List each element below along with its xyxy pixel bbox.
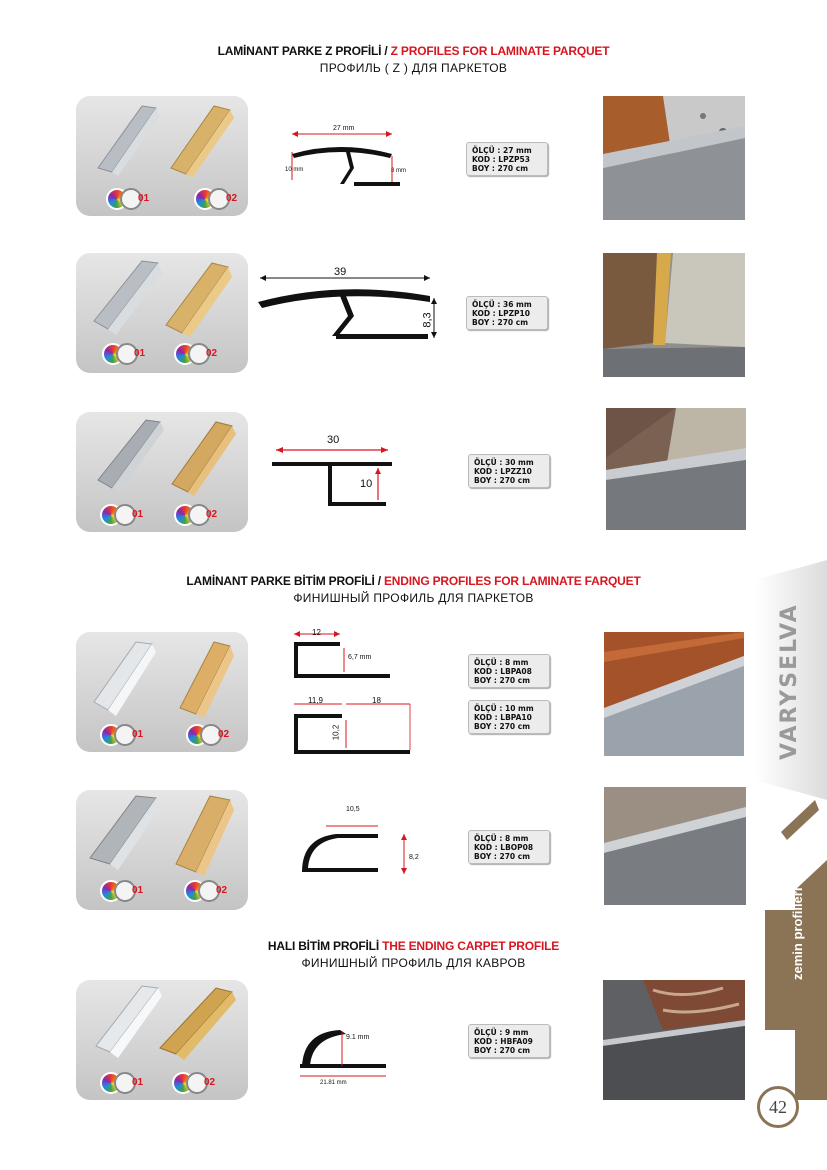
installation-photo	[603, 980, 745, 1100]
product-image-card	[76, 980, 248, 1100]
spec-boy: BOY : 270 cm	[474, 852, 531, 861]
technical-drawing	[286, 626, 396, 682]
section-heading-ending-profiles	[0, 574, 827, 605]
dimension-label: 10	[360, 478, 373, 490]
product-image-card	[76, 412, 248, 532]
color-swatch-02	[172, 1072, 224, 1094]
heading-subtitle: ПРОФИЛЬ ( Z ) ДЛЯ ПАРКЕТОВ	[319, 61, 508, 75]
product-image-card	[76, 790, 248, 910]
installation-photo	[604, 632, 744, 756]
spec-box	[466, 142, 548, 176]
spec-box	[468, 830, 550, 864]
spec-boy: BOY : 270 cm	[474, 722, 531, 731]
heading-black: LAMİNANT PARKE Z PROFİLİ /	[217, 44, 391, 58]
technical-drawing	[250, 266, 440, 346]
dimension-label: 39	[334, 266, 347, 278]
technical-drawing	[296, 814, 420, 880]
color-code: 02	[204, 1077, 216, 1088]
spec-kod: KOD : LPZZ10	[474, 467, 532, 476]
section-heading-z-profiles	[0, 44, 827, 75]
dimension-label: 27 mm	[333, 125, 355, 132]
spec-box	[468, 700, 550, 734]
technical-drawing	[286, 692, 416, 762]
color-swatch-01	[100, 724, 152, 746]
color-code: 02	[206, 348, 218, 359]
spec-boy: BOY : 270 cm	[474, 676, 531, 685]
product-image-card	[76, 253, 248, 373]
installation-photo	[606, 408, 746, 530]
installation-photo	[603, 96, 745, 220]
spec-olcu: ÖLÇÜ : 36 mm	[472, 300, 532, 309]
dimension-label: 18	[372, 696, 381, 705]
spec-kod: KOD : LBPA08	[474, 667, 532, 676]
spec-kod: KOD : LBOP08	[474, 843, 534, 852]
spec-olcu: ÖLÇÜ : 10 mm	[474, 704, 534, 713]
color-swatch-02	[184, 880, 236, 902]
technical-drawing	[290, 1016, 400, 1088]
color-code: 01	[132, 1077, 144, 1088]
color-swatch-01	[100, 1072, 152, 1094]
color-swatch-01	[100, 504, 152, 526]
product-image-card	[76, 632, 248, 752]
spec-box	[468, 1024, 550, 1058]
dimension-label: 11,9	[308, 696, 323, 705]
color-swatch-02	[186, 724, 238, 746]
dimension-label: 8,3	[421, 312, 434, 328]
color-code: 02	[218, 729, 230, 740]
spec-kod: KOD : LPZP10	[472, 309, 530, 318]
brand-name: VARYSELVA	[777, 603, 802, 761]
spec-olcu: ÖLÇÜ : 8 mm	[474, 834, 529, 843]
color-swatch-01	[100, 880, 152, 902]
heading-red: ENDING PROFILES FOR LAMINATE FARQUET	[384, 574, 641, 588]
color-swatch-02	[194, 188, 246, 210]
color-swatch-02	[174, 504, 226, 526]
dimension-label: 10 mm	[285, 167, 304, 173]
dimension-label: 8 mm	[391, 168, 406, 174]
spec-boy: BOY : 270 cm	[472, 318, 529, 327]
spec-box	[468, 454, 550, 488]
spec-olcu: ÖLÇÜ : 30 mm	[474, 458, 534, 467]
product-image-card	[76, 96, 248, 216]
color-code: 02	[226, 193, 238, 204]
dimension-label: 10,5	[346, 806, 360, 813]
color-swatch-01	[102, 343, 154, 365]
installation-photo	[604, 787, 746, 905]
dimension-label: 12	[312, 628, 321, 637]
technical-drawing	[266, 440, 406, 516]
color-code: 01	[138, 193, 150, 204]
spec-box	[466, 296, 548, 330]
spec-olcu: ÖLÇÜ : 8 mm	[474, 658, 529, 667]
heading-red: THE ENDING CARPET PROFILE	[382, 939, 560, 953]
dimension-label: 21.81 mm	[320, 1080, 347, 1086]
spec-kod: KOD : HBFA09	[474, 1037, 533, 1046]
spec-kod: KOD : LBPA10	[474, 713, 532, 722]
dimension-label: 10,2	[331, 724, 341, 741]
spec-kod: KOD : LPZP53	[472, 155, 530, 164]
spec-boy: BOY : 270 cm	[474, 1046, 531, 1055]
color-code: 01	[132, 885, 144, 896]
spec-boy: BOY : 270 cm	[474, 476, 531, 485]
dimension-label: 30	[327, 434, 340, 446]
category-label: zemin profilleri	[790, 887, 805, 980]
color-code: 01	[132, 509, 144, 520]
heading-black: HALI BİTİM PROFİLİ	[267, 939, 383, 953]
dimension-label: 8,2	[409, 854, 419, 861]
installation-photo	[603, 253, 745, 377]
color-code: 01	[134, 348, 146, 359]
dimension-label: 6,7 mm	[348, 654, 372, 661]
color-code: 01	[132, 729, 144, 740]
spec-olcu: ÖLÇÜ : 27 mm	[472, 146, 532, 155]
heading-red: Z PROFILES FOR LAMINATE PARQUET	[390, 44, 610, 58]
page-number: 42	[757, 1086, 799, 1128]
color-swatch-02	[174, 343, 226, 365]
dimension-label: 9.1 mm	[346, 1034, 370, 1041]
color-code: 02	[206, 509, 218, 520]
heading-black: LAMİNANT PARKE BİTİM PROFİLİ /	[186, 574, 384, 588]
spec-boy: BOY : 270 cm	[472, 164, 529, 173]
heading-subtitle: ФИНИШНЫЙ ПРОФИЛЬ ДЛЯ КАВРОВ	[301, 956, 526, 970]
color-swatch-01	[106, 188, 158, 210]
color-code: 02	[216, 885, 228, 896]
section-heading-carpet-profile	[0, 939, 827, 970]
heading-subtitle: ФИНИШНЫЙ ПРОФИЛЬ ДЛЯ ПАРКЕТОВ	[293, 591, 534, 605]
spec-box	[468, 654, 550, 688]
spec-olcu: ÖLÇÜ : 9 mm	[474, 1028, 529, 1037]
